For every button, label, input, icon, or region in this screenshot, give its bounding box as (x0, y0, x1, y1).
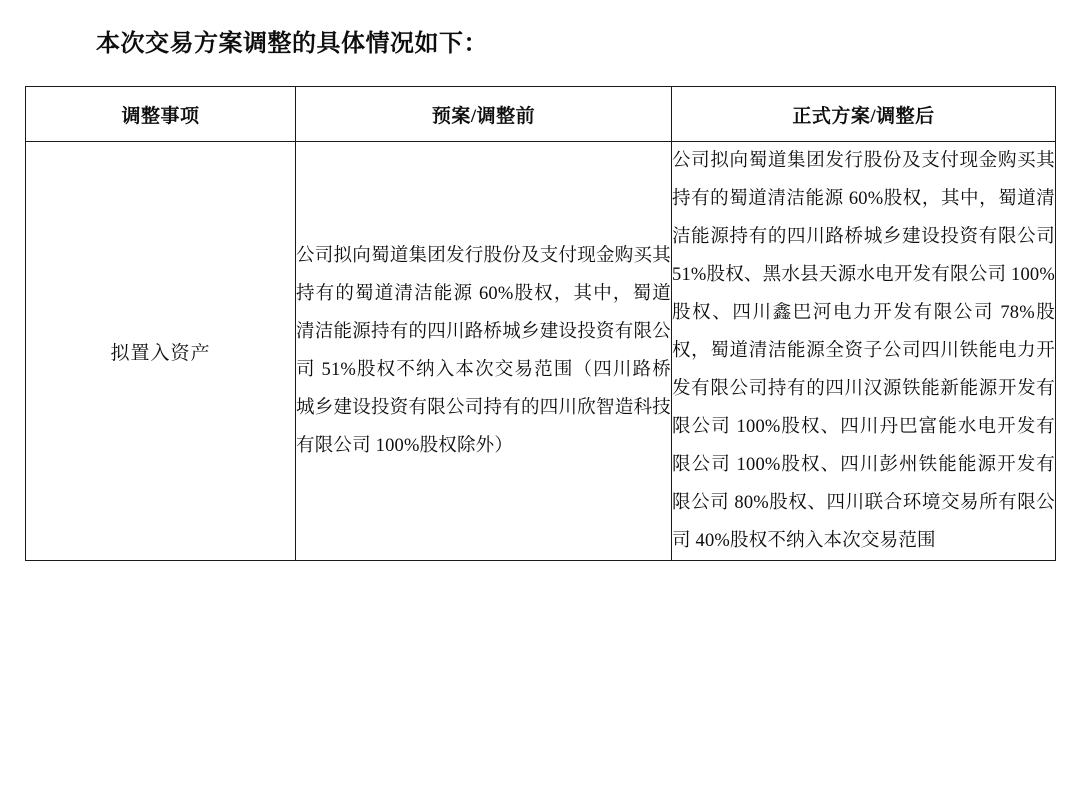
column-header-before: 预案/调整前 (296, 87, 672, 142)
cell-before-adjustment (296, 142, 672, 561)
cell-after-adjustment-text: 公司拟向蜀道集团发行股份及支付现金购买其持有的蜀道清洁能源 60%股权，其中，蜀道清洁能源持有的四川路桥城乡建设投资有限公司 51%股权、黑水县天源水电开发有限公司 100%股权、四川鑫巴河电力开发有限公司 78%股权，蜀道清洁能源全资子公司四川铁能电力开发有限公司持有的四川汉源铁能新能源开发有限公司 100%股权、四川丹巴富能水电开发有限公司 100%股权、四川彭州铁能能源开发有限公司 80%股权、四川联合环境交易所有限公司 40%股权不纳入本次交易范围 (672, 151, 1055, 551)
table-row (26, 142, 1056, 561)
adjustment-table-container (25, 86, 1055, 561)
adjustment-table (25, 86, 1056, 561)
column-header-after: 正式方案/调整后 (672, 87, 1056, 142)
row-label-asset-to-acquire: 拟置入资产 (26, 142, 296, 561)
cell-after-adjustment (672, 142, 1056, 561)
column-header-item: 调整事项 (26, 87, 296, 142)
table-header-row (26, 87, 1056, 142)
cell-before-adjustment-text: 公司拟向蜀道集团发行股份及支付现金购买其持有的蜀道清洁能源 60%股权，其中，蜀道清洁能源持有的四川路桥城乡建设投资有限公司 51%股权不纳入本次交易范围（四川路桥城乡建设投资有限公司持有的四川欣智造科技有限公司 100%股权除外） (296, 246, 671, 456)
page-title: 本次交易方案调整的具体情况如下： (96, 31, 488, 57)
